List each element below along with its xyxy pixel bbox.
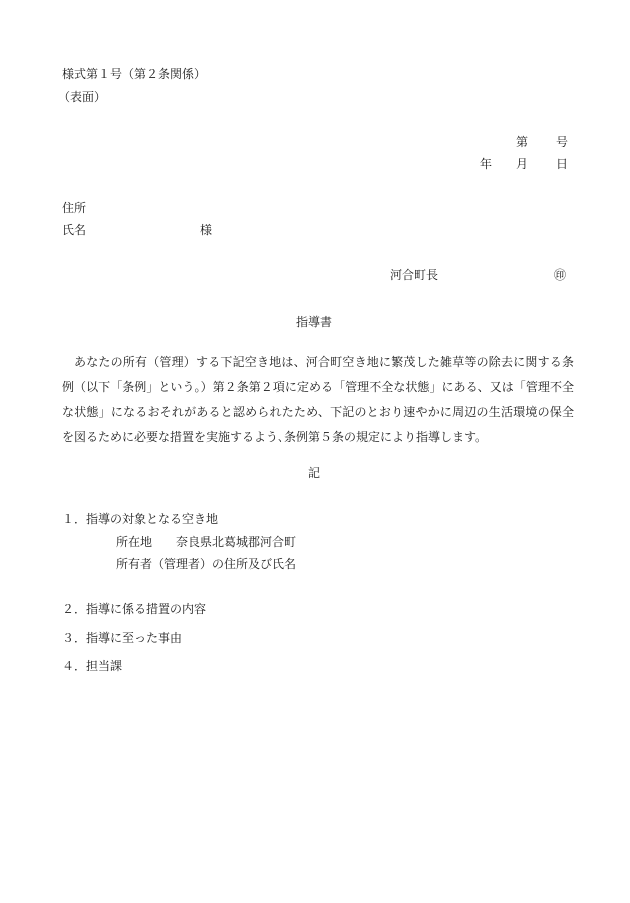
item-2: ２．指導に係る措置の内容 [62, 602, 207, 616]
item-4: ４．担当課 [62, 659, 123, 673]
name-label: 氏名 [62, 223, 87, 237]
location-label: 所在地 [116, 535, 153, 549]
item-1: １．指導の対象となる空き地 [62, 512, 219, 526]
sender-title: 河合町長 [390, 268, 439, 282]
ki-heading: 記 [308, 466, 321, 480]
date-month: 月 [516, 157, 529, 171]
doc-number-dai: 第 [516, 135, 529, 149]
location-value: 奈良県北葛城郡河合町 [176, 535, 297, 549]
body-paragraph: あなたの所有（管理）する下記空き地は、河合町空き地に繁茂した雑草等の除去に関する条例（以下「条例」という。）第２条第２項に定める「管理不全な状態」にある、又は「管理不全な状態」になるおそれがあると認められたため、下記のとおり速やかに周辺の生活環境の保全を図るために必要な措置を実施するよう､条例第５条の規定により指導します。 [62, 355, 574, 444]
document-title: 指導書 [296, 315, 333, 329]
side-label: （表面） [58, 90, 107, 104]
owner-label: 所有者（管理者）の住所及び氏名 [116, 557, 297, 571]
doc-number-go: 号 [556, 135, 569, 149]
date-year: 年 [480, 157, 493, 171]
item-3: ３．指導に至った事由 [62, 631, 183, 645]
address-label: 住所 [62, 201, 87, 215]
honorific: 様 [200, 223, 213, 237]
seal-mark: ㊞ [554, 268, 567, 282]
date-day: 日 [556, 157, 569, 171]
form-number: 様式第１号（第２条関係） [62, 67, 207, 81]
